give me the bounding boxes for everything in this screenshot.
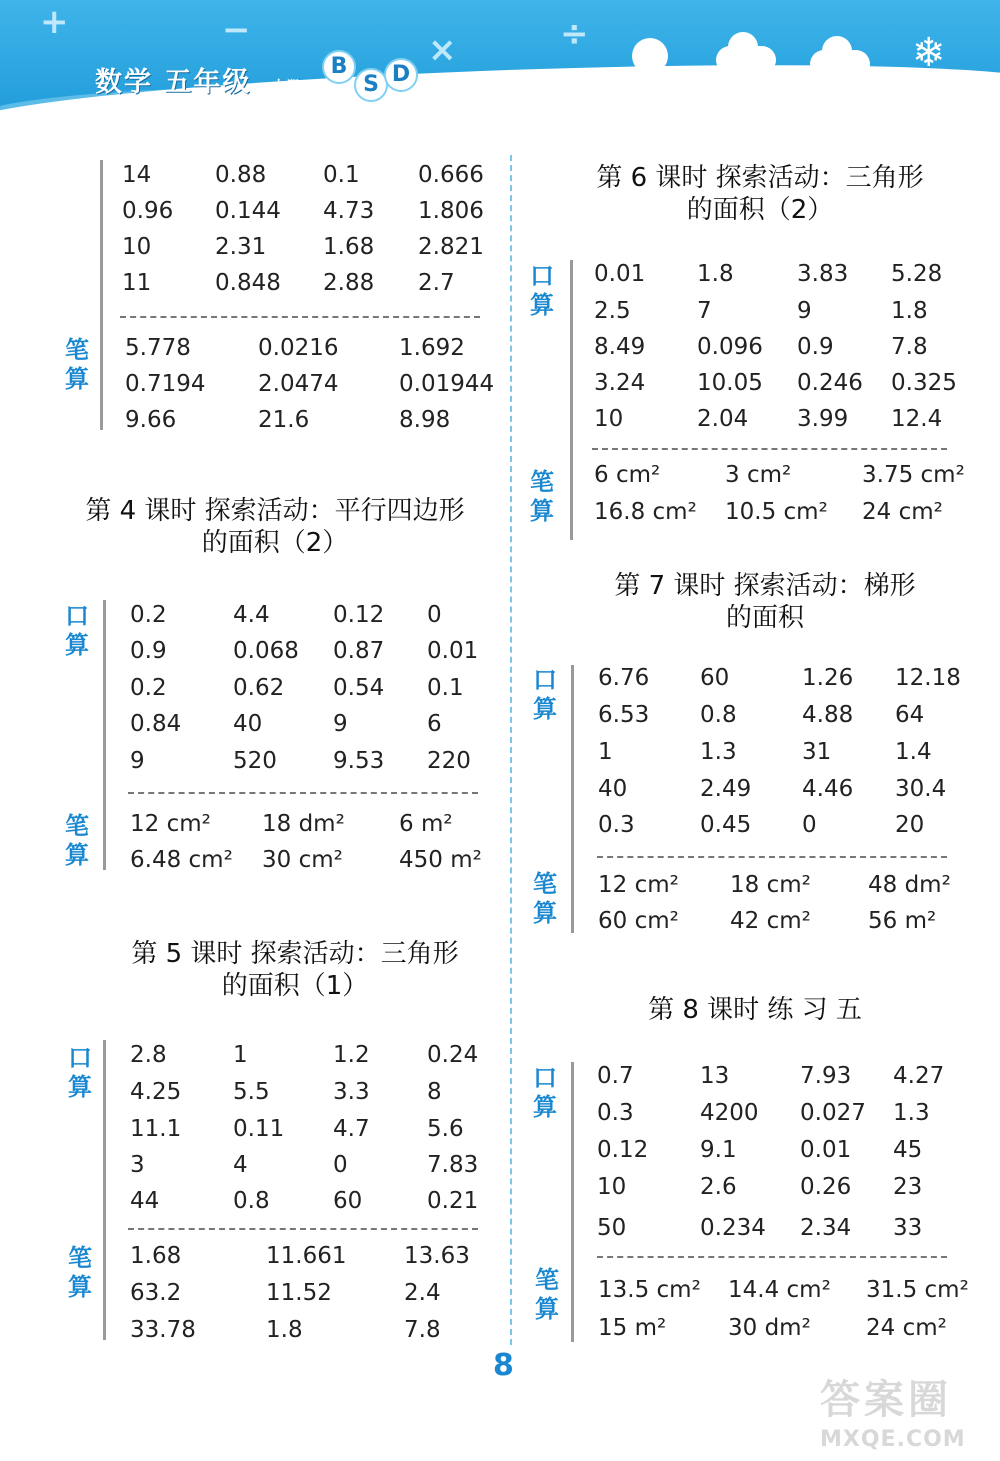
answer-cell: 6.48 cm² bbox=[130, 847, 233, 873]
answer-cell: 0.26 bbox=[800, 1174, 852, 1200]
answer-cell: 0.9 bbox=[130, 638, 167, 664]
answer-cell: 0.01944 bbox=[399, 371, 495, 397]
section-separator bbox=[592, 448, 947, 450]
answer-cell: 1.4 bbox=[895, 739, 932, 765]
answer-cell: 40 bbox=[598, 776, 628, 802]
written-calc-label: 笔算 bbox=[530, 468, 554, 525]
section-separator bbox=[128, 1228, 478, 1230]
answer-cell: 4.27 bbox=[893, 1063, 945, 1089]
answer-cell: 0.144 bbox=[215, 198, 281, 224]
section-separator bbox=[120, 316, 480, 318]
answer-cell: 23 bbox=[893, 1174, 923, 1200]
answer-cell: 48 dm² bbox=[868, 872, 951, 898]
divide-symbol-icon: ÷ bbox=[560, 14, 589, 54]
lesson7-title bbox=[580, 570, 950, 634]
answer-cell: 11.52 bbox=[266, 1280, 332, 1306]
answer-cell: 10.5 cm² bbox=[725, 499, 828, 525]
answer-cell: 0.325 bbox=[891, 370, 957, 396]
answer-cell: 0.096 bbox=[697, 334, 763, 360]
answer-cell: 12.18 bbox=[895, 665, 961, 691]
snowflake-icon: ❄ bbox=[912, 30, 946, 76]
answer-cell: 50 bbox=[597, 1215, 627, 1241]
answer-cell: 0.62 bbox=[233, 675, 285, 701]
answer-cell: 4.73 bbox=[323, 198, 375, 224]
answer-cell: 33 bbox=[893, 1215, 923, 1241]
answer-cell: 5.6 bbox=[427, 1116, 464, 1142]
lesson4-vline bbox=[103, 600, 106, 870]
lesson7-title-line2: 的面积 bbox=[725, 603, 804, 633]
answer-cell: 4.88 bbox=[802, 702, 854, 728]
answer-cell: 18 dm² bbox=[262, 811, 345, 837]
section-separator bbox=[597, 856, 947, 858]
answer-cell: 12.4 bbox=[891, 406, 943, 432]
answer-cell: 9 bbox=[130, 748, 145, 774]
oral-calc-label: 口算 bbox=[65, 602, 89, 659]
lesson4-title-line2: 的面积（2） bbox=[201, 528, 349, 558]
lesson6-title bbox=[560, 162, 960, 226]
answer-cell: 2.0474 bbox=[258, 371, 339, 397]
answer-cell: 0.96 bbox=[122, 198, 174, 224]
answer-cell: 1.3 bbox=[893, 1100, 930, 1126]
answer-cell: 9 bbox=[333, 711, 348, 737]
oral-calc-label: 口算 bbox=[533, 666, 557, 723]
answer-cell: 0.8 bbox=[233, 1188, 270, 1214]
answer-cell: 5.778 bbox=[125, 335, 191, 361]
answer-cell: 3.75 cm² bbox=[862, 462, 965, 488]
answer-cell: 0.1 bbox=[323, 162, 360, 188]
cloud-sun-icon bbox=[716, 46, 776, 74]
answer-cell: 1.26 bbox=[802, 665, 854, 691]
answer-cell: 2.4 bbox=[404, 1280, 441, 1306]
answer-cell: 0.3 bbox=[597, 1100, 634, 1126]
lesson4-title-line1: 第 4 课时 探索活动：平行四边形 bbox=[85, 496, 465, 526]
answer-cell: 12 cm² bbox=[598, 872, 679, 898]
lesson6-title-line2: 的面积（2） bbox=[686, 195, 834, 225]
written-calc-label: 笔算 bbox=[68, 1244, 92, 1301]
answer-cell: 6 cm² bbox=[594, 462, 661, 488]
answer-cell: 0.21 bbox=[427, 1188, 479, 1214]
answer-cell: 6.76 bbox=[598, 665, 650, 691]
answer-cell: 2.821 bbox=[418, 234, 484, 260]
column-divider bbox=[510, 155, 512, 1345]
answer-cell: 45 bbox=[893, 1137, 923, 1163]
page-number: 8 bbox=[493, 1348, 514, 1383]
answer-cell: 1.68 bbox=[323, 234, 375, 260]
answer-cell: 60 cm² bbox=[598, 908, 679, 934]
answer-cell: 11.1 bbox=[130, 1116, 182, 1142]
minus-symbol-icon: − bbox=[222, 10, 251, 50]
answer-cell: 9.66 bbox=[125, 407, 177, 433]
bsd-logo-b: B bbox=[322, 50, 356, 84]
answer-cell: 0.7194 bbox=[125, 371, 206, 397]
answer-cell: 2.7 bbox=[418, 270, 455, 296]
answer-cell: 0.24 bbox=[427, 1042, 479, 1068]
answer-cell: 30 dm² bbox=[728, 1315, 811, 1341]
answer-cell: 1.692 bbox=[399, 335, 465, 361]
sun-icon bbox=[632, 38, 668, 74]
answer-cell: 4.46 bbox=[802, 776, 854, 802]
answer-cell: 4 bbox=[233, 1152, 248, 1178]
oral-calc-label: 口算 bbox=[68, 1044, 92, 1101]
answer-cell: 4200 bbox=[700, 1100, 759, 1126]
answer-cell: 1.8 bbox=[891, 298, 928, 324]
answer-cell: 13 bbox=[700, 1063, 730, 1089]
answer-cell: 5.28 bbox=[891, 261, 943, 287]
answer-cell: 0.068 bbox=[233, 638, 299, 664]
times-symbol-icon: × bbox=[428, 30, 457, 70]
answer-cell: 13.5 cm² bbox=[598, 1277, 701, 1303]
answer-cell: 15 m² bbox=[598, 1315, 667, 1341]
watermark-logo bbox=[820, 1368, 985, 1453]
answer-cell: 0.54 bbox=[333, 675, 385, 701]
answer-cell: 10 bbox=[597, 1174, 627, 1200]
lesson8-title bbox=[600, 994, 910, 1026]
answer-cell: 1.8 bbox=[266, 1317, 303, 1343]
answer-cell: 0.3 bbox=[598, 812, 635, 838]
answer-cell: 44 bbox=[130, 1188, 160, 1214]
answer-cell: 60 bbox=[700, 665, 730, 691]
answer-cell: 1.2 bbox=[333, 1042, 370, 1068]
answer-cell: 0 bbox=[333, 1152, 348, 1178]
answer-cell: 20 bbox=[895, 812, 925, 838]
answer-cell: 1 bbox=[233, 1042, 248, 1068]
answer-cell: 0.88 bbox=[215, 162, 267, 188]
answer-cell: 0.246 bbox=[797, 370, 863, 396]
answer-cell: 1.806 bbox=[418, 198, 484, 224]
lesson5-title bbox=[100, 938, 490, 1002]
answer-cell: 14 bbox=[122, 162, 152, 188]
written-calc-label: 笔算 bbox=[535, 1266, 559, 1323]
answer-cell: 31.5 cm² bbox=[866, 1277, 969, 1303]
left-top-vline bbox=[100, 160, 103, 430]
answer-cell: 1.3 bbox=[700, 739, 737, 765]
written-calc-label: 笔算 bbox=[65, 812, 89, 869]
answer-cell: 0.7 bbox=[597, 1063, 634, 1089]
answer-cell: 13.63 bbox=[404, 1243, 470, 1269]
answer-cell: 12 cm² bbox=[130, 811, 211, 837]
answer-cell: 7 bbox=[697, 298, 712, 324]
lesson8-title-line1: 第 8 课时 练 习 五 bbox=[648, 995, 862, 1025]
answer-cell: 8 bbox=[427, 1079, 442, 1105]
answer-cell: 14.4 cm² bbox=[728, 1277, 831, 1303]
answer-cell: 0.45 bbox=[700, 812, 752, 838]
watermark-text: 答案圈 bbox=[820, 1377, 952, 1423]
answer-cell: 8.49 bbox=[594, 334, 646, 360]
answer-cell: 7.8 bbox=[891, 334, 928, 360]
answer-cell: 520 bbox=[233, 748, 277, 774]
answer-cell: 0.8 bbox=[700, 702, 737, 728]
section-separator bbox=[128, 792, 478, 794]
lesson5-title-line1: 第 5 课时 探索活动：三角形 bbox=[131, 939, 459, 969]
answer-cell: 0.11 bbox=[233, 1116, 285, 1142]
lesson4-title bbox=[60, 495, 490, 559]
answer-cell: 8.98 bbox=[399, 407, 451, 433]
answer-cell: 3 cm² bbox=[725, 462, 792, 488]
answer-cell: 0 bbox=[802, 812, 817, 838]
answer-cell: 450 m² bbox=[399, 847, 482, 873]
lesson7-vline bbox=[571, 665, 574, 933]
answer-cell: 220 bbox=[427, 748, 471, 774]
answer-cell: 60 bbox=[333, 1188, 363, 1214]
answer-cell: 3.83 bbox=[797, 261, 849, 287]
answer-cell: 24 cm² bbox=[866, 1315, 947, 1341]
oral-calc-label: 口算 bbox=[530, 262, 554, 319]
answer-cell: 3.99 bbox=[797, 406, 849, 432]
answer-cell: 31 bbox=[802, 739, 832, 765]
answer-cell: 9.1 bbox=[700, 1137, 737, 1163]
answer-cell: 0.12 bbox=[597, 1137, 649, 1163]
answer-cell: 10 bbox=[594, 406, 624, 432]
answer-cell: 16.8 cm² bbox=[594, 499, 697, 525]
answer-cell: 1 bbox=[598, 739, 613, 765]
answer-cell: 0.84 bbox=[130, 711, 182, 737]
plus-symbol-icon: + bbox=[40, 2, 69, 42]
answer-cell: 2.04 bbox=[697, 406, 749, 432]
watermark-url: MXQE.COM bbox=[820, 1427, 966, 1452]
lesson6-vline bbox=[570, 260, 573, 540]
answer-cell: 42 cm² bbox=[730, 908, 811, 934]
answer-cell: 5.5 bbox=[233, 1079, 270, 1105]
answer-cell: 2.6 bbox=[700, 1174, 737, 1200]
answer-cell: 2.31 bbox=[215, 234, 267, 260]
answer-cell: 0.9 bbox=[797, 334, 834, 360]
answer-cell: 3.3 bbox=[333, 1079, 370, 1105]
answer-cell: 4.4 bbox=[233, 602, 270, 628]
answer-cell: 0.01 bbox=[427, 638, 479, 664]
answer-cell: 3 bbox=[130, 1152, 145, 1178]
answer-cell: 0.87 bbox=[333, 638, 385, 664]
answer-cell: 21.6 bbox=[258, 407, 310, 433]
book-title: 数学 五年级 bbox=[95, 67, 252, 98]
answer-cell: 2.34 bbox=[800, 1215, 852, 1241]
answer-cell: 0 bbox=[427, 602, 442, 628]
answer-cell: 4.25 bbox=[130, 1079, 182, 1105]
answer-cell: 0.2 bbox=[130, 602, 167, 628]
answer-cell: 9.53 bbox=[333, 748, 385, 774]
lesson5-title-line2: 的面积（1） bbox=[221, 971, 369, 1001]
answer-cell: 0.01 bbox=[594, 261, 646, 287]
answer-cell: 2.5 bbox=[594, 298, 631, 324]
answer-cell: 3.24 bbox=[594, 370, 646, 396]
answer-cell: 24 cm² bbox=[862, 499, 943, 525]
answer-cell: 0.234 bbox=[700, 1215, 766, 1241]
answer-cell: 2.49 bbox=[700, 776, 752, 802]
bsd-logo-s: S bbox=[354, 68, 388, 102]
written-calc-label: 笔算 bbox=[65, 336, 89, 393]
answer-cell: 6.53 bbox=[598, 702, 650, 728]
answer-cell: 9 bbox=[797, 298, 812, 324]
lesson7-title-line1: 第 7 课时 探索活动：梯形 bbox=[614, 571, 916, 601]
answer-cell: 4.7 bbox=[333, 1116, 370, 1142]
answer-cell: 64 bbox=[895, 702, 925, 728]
oral-calc-label: 口算 bbox=[533, 1064, 557, 1121]
answer-cell: 56 m² bbox=[868, 908, 937, 934]
answer-cell: 33.78 bbox=[130, 1317, 196, 1343]
answer-cell: 11 bbox=[122, 270, 152, 296]
answer-cell: 0.027 bbox=[800, 1100, 866, 1126]
answer-cell: 1.8 bbox=[697, 261, 734, 287]
answer-cell: 0.2 bbox=[130, 675, 167, 701]
written-calc-label: 笔算 bbox=[533, 870, 557, 927]
answer-cell: 0.0216 bbox=[258, 335, 339, 361]
answer-cell: 6 m² bbox=[399, 811, 453, 837]
lesson5-vline bbox=[103, 1040, 106, 1340]
answer-cell: 1.68 bbox=[130, 1243, 182, 1269]
answer-cell: 7.93 bbox=[800, 1063, 852, 1089]
answer-cell: 40 bbox=[233, 711, 263, 737]
answer-cell: 10 bbox=[122, 234, 152, 260]
answer-cell: 18 cm² bbox=[730, 872, 811, 898]
answer-cell: 0.01 bbox=[800, 1137, 852, 1163]
rain-cloud-icon bbox=[810, 50, 870, 78]
answer-cell: 7.83 bbox=[427, 1152, 479, 1178]
section-separator bbox=[597, 1256, 947, 1258]
answer-cell: 2.8 bbox=[130, 1042, 167, 1068]
answer-cell: 6 bbox=[427, 711, 442, 737]
book-volume: 上册 bbox=[272, 79, 300, 95]
answer-cell: 0.1 bbox=[427, 675, 464, 701]
answer-cell: 0.666 bbox=[418, 162, 484, 188]
answer-cell: 10.05 bbox=[697, 370, 763, 396]
bsd-logo-d: D bbox=[384, 58, 418, 92]
answer-cell: 7.8 bbox=[404, 1317, 441, 1343]
answer-cell: 0.12 bbox=[333, 602, 385, 628]
lesson6-title-line1: 第 6 课时 探索活动：三角形 bbox=[596, 163, 924, 193]
answer-cell: 63.2 bbox=[130, 1280, 182, 1306]
answer-cell: 30.4 bbox=[895, 776, 947, 802]
answer-cell: 30 cm² bbox=[262, 847, 343, 873]
answer-cell: 0.848 bbox=[215, 270, 281, 296]
lesson8-vline bbox=[571, 1062, 574, 1342]
answer-cell: 11.661 bbox=[266, 1243, 347, 1269]
answer-cell: 2.88 bbox=[323, 270, 375, 296]
